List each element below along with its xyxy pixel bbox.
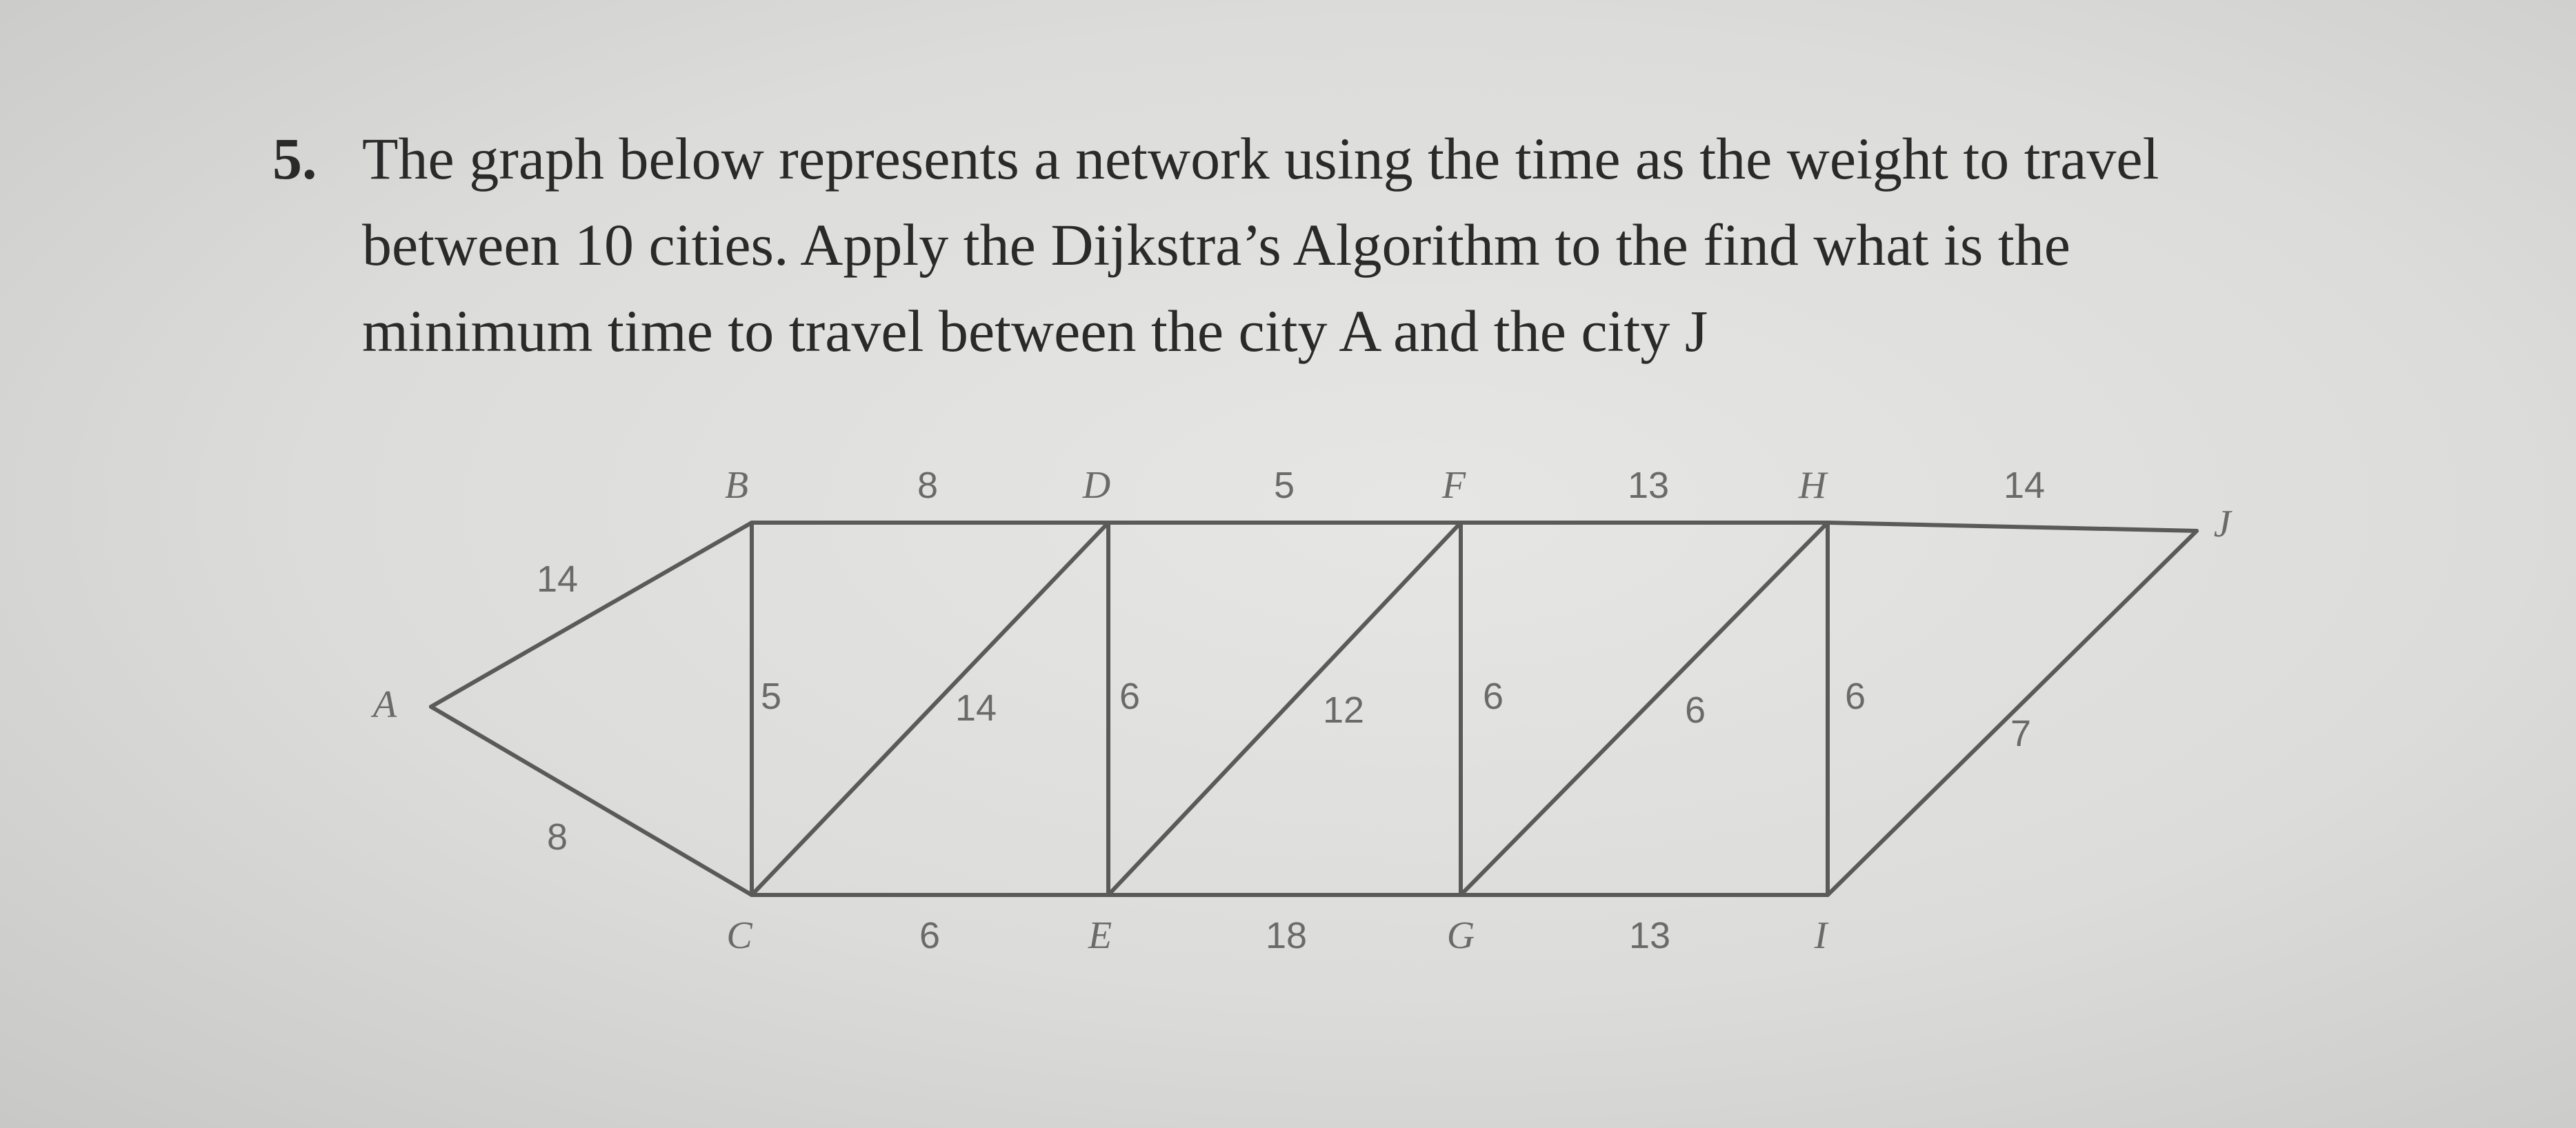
node-label-g: G xyxy=(1446,914,1475,957)
weight-label-d-f: 5 xyxy=(1273,465,1295,506)
weight-label-d-e: 6 xyxy=(1119,676,1141,717)
node-label-e: E xyxy=(1088,914,1112,957)
weight-label-c-d: 14 xyxy=(955,687,997,729)
question-number: 5. xyxy=(272,125,317,192)
weight-label-g-h: 6 xyxy=(1684,689,1706,731)
node-label-c: C xyxy=(726,914,752,957)
weight-label-a-b: 14 xyxy=(536,558,579,600)
edge-a-b xyxy=(431,523,752,707)
node-label-f: F xyxy=(1441,464,1466,507)
weight-label-g-i: 13 xyxy=(1628,915,1671,956)
weight-label-e-g: 18 xyxy=(1265,915,1308,956)
question-line: between 10 cities. Apply the Dijkstra’s Algorithm to the find what is the xyxy=(362,212,2070,278)
node-label-j: J xyxy=(2213,503,2231,545)
weight-label-f-h: 13 xyxy=(1627,465,1670,506)
weight-label-h-j: 14 xyxy=(2003,465,2046,506)
edge-h-j xyxy=(1828,523,2197,531)
question-line: minimum time to travel between the city A and the city J xyxy=(362,298,1708,364)
weight-label-e-f: 12 xyxy=(1322,689,1365,731)
weight-label-a-c: 8 xyxy=(546,816,568,858)
weight-label-b-d: 8 xyxy=(917,465,939,506)
weight-label-c-e: 6 xyxy=(919,915,941,956)
question-line: The graph below represents a network using the time as the weight to travel xyxy=(362,125,2159,192)
edge-c-d xyxy=(752,523,1108,895)
node-label-b: B xyxy=(724,464,749,507)
weight-label-b-c: 5 xyxy=(760,676,782,717)
node-label-a: A xyxy=(372,683,397,726)
node-label-h: H xyxy=(1798,464,1827,507)
weight-label-f-g: 6 xyxy=(1482,676,1504,717)
node-label-i: I xyxy=(1814,914,1828,957)
weight-label-i-j: 7 xyxy=(2010,713,2032,754)
edge-e-f xyxy=(1108,523,1461,895)
weight-label-h-i: 6 xyxy=(1844,676,1866,717)
edge-g-h xyxy=(1461,523,1828,895)
edge-a-c xyxy=(431,707,752,895)
node-label-d: D xyxy=(1082,464,1111,507)
